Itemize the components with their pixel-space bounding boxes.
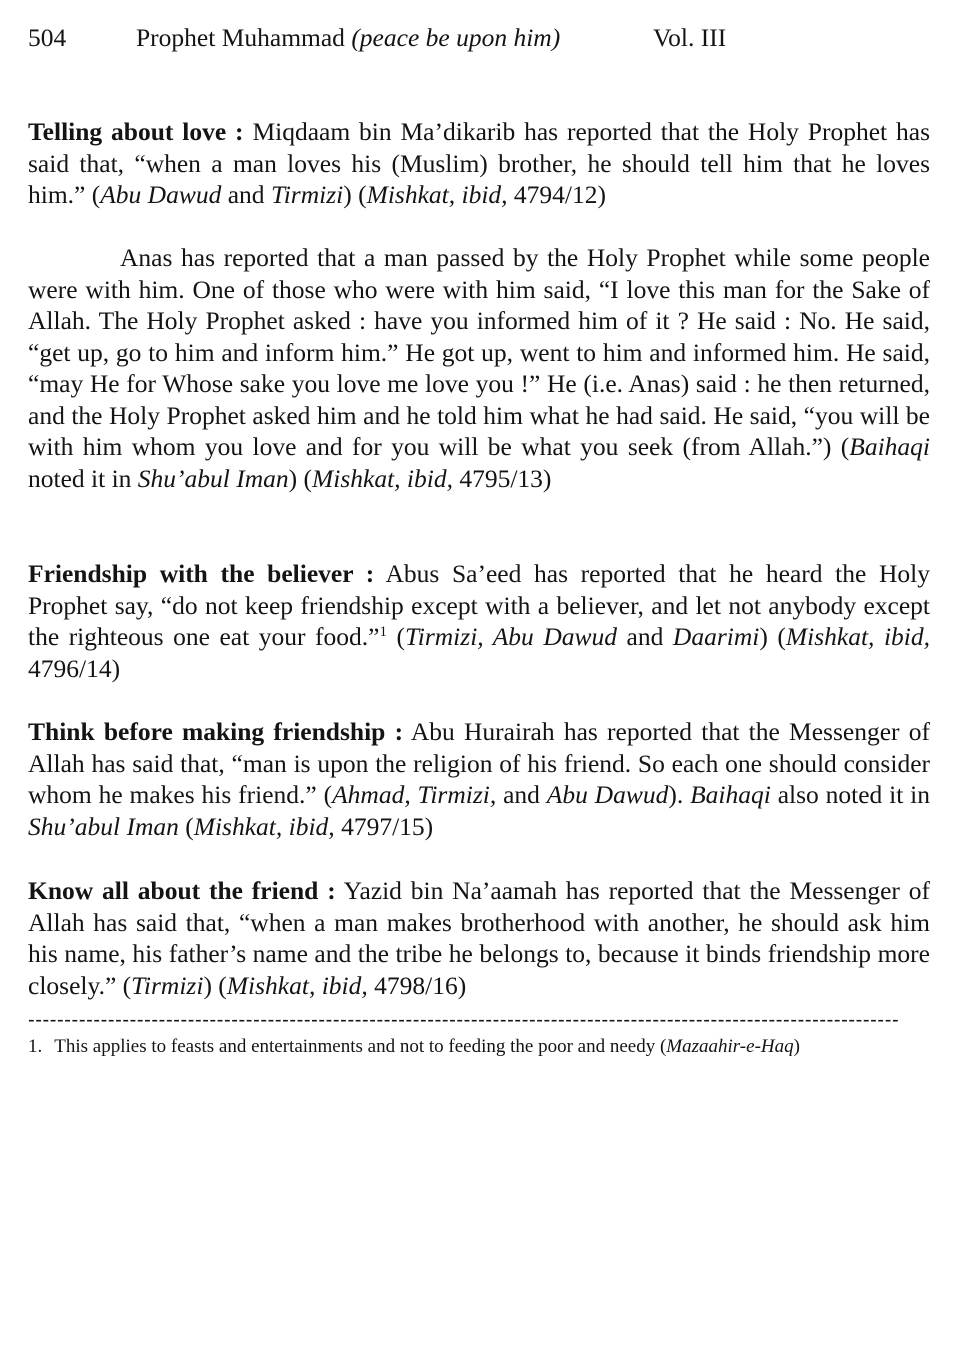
page-number: 504 [28, 23, 67, 52]
section-know-about-friend [28, 875, 930, 1001]
footnote-ref[interactable]: 1 [379, 624, 387, 640]
section-text: ) ( [343, 180, 367, 209]
citation: Mishkat, ibid, [312, 463, 453, 493]
section-text: 4797/15) [334, 811, 434, 841]
footnote [28, 1034, 930, 1060]
section-text: ( [178, 811, 194, 841]
citation: Mishkat, ibid, [226, 970, 368, 1000]
section-heading: Know all about the friend : [28, 876, 336, 905]
section-text: Yazid bin Na’aamah has reported that the Messenger of Allah has said that, “when a man makes brotherhood with another, he should ask him his name, his father’s name and the tribe he belongs to, because it binds friendship more closely.” ( [28, 876, 930, 1000]
footnote-number: 1. [28, 1036, 43, 1057]
section-text: 4798/16) [367, 970, 467, 1000]
citation: Abu Dawud [546, 780, 669, 809]
section-telling-about-love [28, 116, 930, 211]
citation: Tirmizi [131, 970, 204, 1000]
footnote-text-end: ) [793, 1036, 800, 1057]
section-text: also noted it in [770, 780, 930, 809]
section-text: ( [386, 622, 405, 651]
citation: Ahmad, Tirmizi, [332, 780, 497, 809]
section-text: Abu Hurairah has reported that the Messenger of Allah has said that, “man is upon the religion of his friend. So each one should consider whom he makes his friend.” ( [28, 717, 930, 809]
citation: Tirmizi, Abu Dawud [404, 622, 618, 651]
section-text: ) ( [203, 970, 227, 1000]
section-text: Abus Sa’eed has reported that he heard the Holy Prophet say, “do not keep friendship except with a believer, and let not anybody except the righteous one eat your food.” [28, 559, 930, 651]
section-text: 4796/14) [28, 653, 121, 683]
citation: Baihaqi [690, 780, 771, 809]
section-text: ). [668, 780, 691, 809]
section-text: ) ( [288, 463, 313, 493]
citation: Baihaqi [849, 432, 930, 461]
citation: Daarimi [672, 622, 760, 651]
running-title-text: Prophet Muhammad [136, 23, 345, 52]
volume-label: Vol. III [653, 23, 727, 52]
citation: Abu Dawud [100, 180, 222, 209]
citation: Shu’abul Iman [28, 811, 179, 841]
section-text: 4794/12) [507, 180, 606, 209]
running-title-honorific: (peace be upon him) [351, 23, 561, 52]
citation: Mishkat, ibid, [785, 622, 930, 651]
page-header [28, 18, 932, 58]
section-text: and [496, 780, 547, 809]
section-text: and [221, 180, 271, 209]
footnote-citation: Mazaahir-e-Haq [666, 1036, 794, 1057]
citation: Mishkat, ibid, [193, 811, 335, 841]
section-text: 4795/13) [452, 463, 552, 493]
footnote-text: This applies to feasts and entertainments and not to feeding the poor and needy ( [54, 1036, 667, 1057]
section-think-before-friendship [28, 716, 930, 842]
section-heading: Think before making friendship : [28, 717, 404, 746]
footnote-separator: ------------------------------------------------------------------------------------------------------------------------ [28, 1009, 900, 1031]
running-title [136, 18, 560, 58]
citation: Mishkat, ibid, [366, 180, 508, 209]
section-text: Miqdaam bin Ma’dikarib has reported that the Holy Prophet has said that, “when a man loves his (Muslim) brother, he should tell him that he loves him.” ( [28, 117, 931, 209]
section-friendship-with-believer [28, 558, 930, 684]
section-text: noted it in [28, 463, 138, 493]
citation: Tirmizi [270, 180, 344, 209]
section-heading: Friendship with the believer : [28, 559, 375, 588]
section-text: ) ( [759, 622, 786, 651]
citation: Shu’abul Iman [137, 463, 289, 493]
section-text: and [617, 622, 673, 651]
section-anas-report [28, 242, 930, 494]
section-heading: Telling about love : [28, 117, 244, 146]
section-text: Anas has reported that a man passed by the Holy Prophet while some people were with him. One of those who were with him said, “I love this man for the Sake of Allah. The Holy Prophet asked : have you informed him of it ? He said : No. He said, “get up, go to him and inform him.” He got up, went to him and informed him. He said, “may He for Whose sake you love me love you !” He (i.e. Anas) said : he then returned, and the Holy Prophet asked him and he told him what he had said. He said, “you will be with him whom you love and for you will be what you seek (from Allah.”) ( [28, 243, 930, 461]
